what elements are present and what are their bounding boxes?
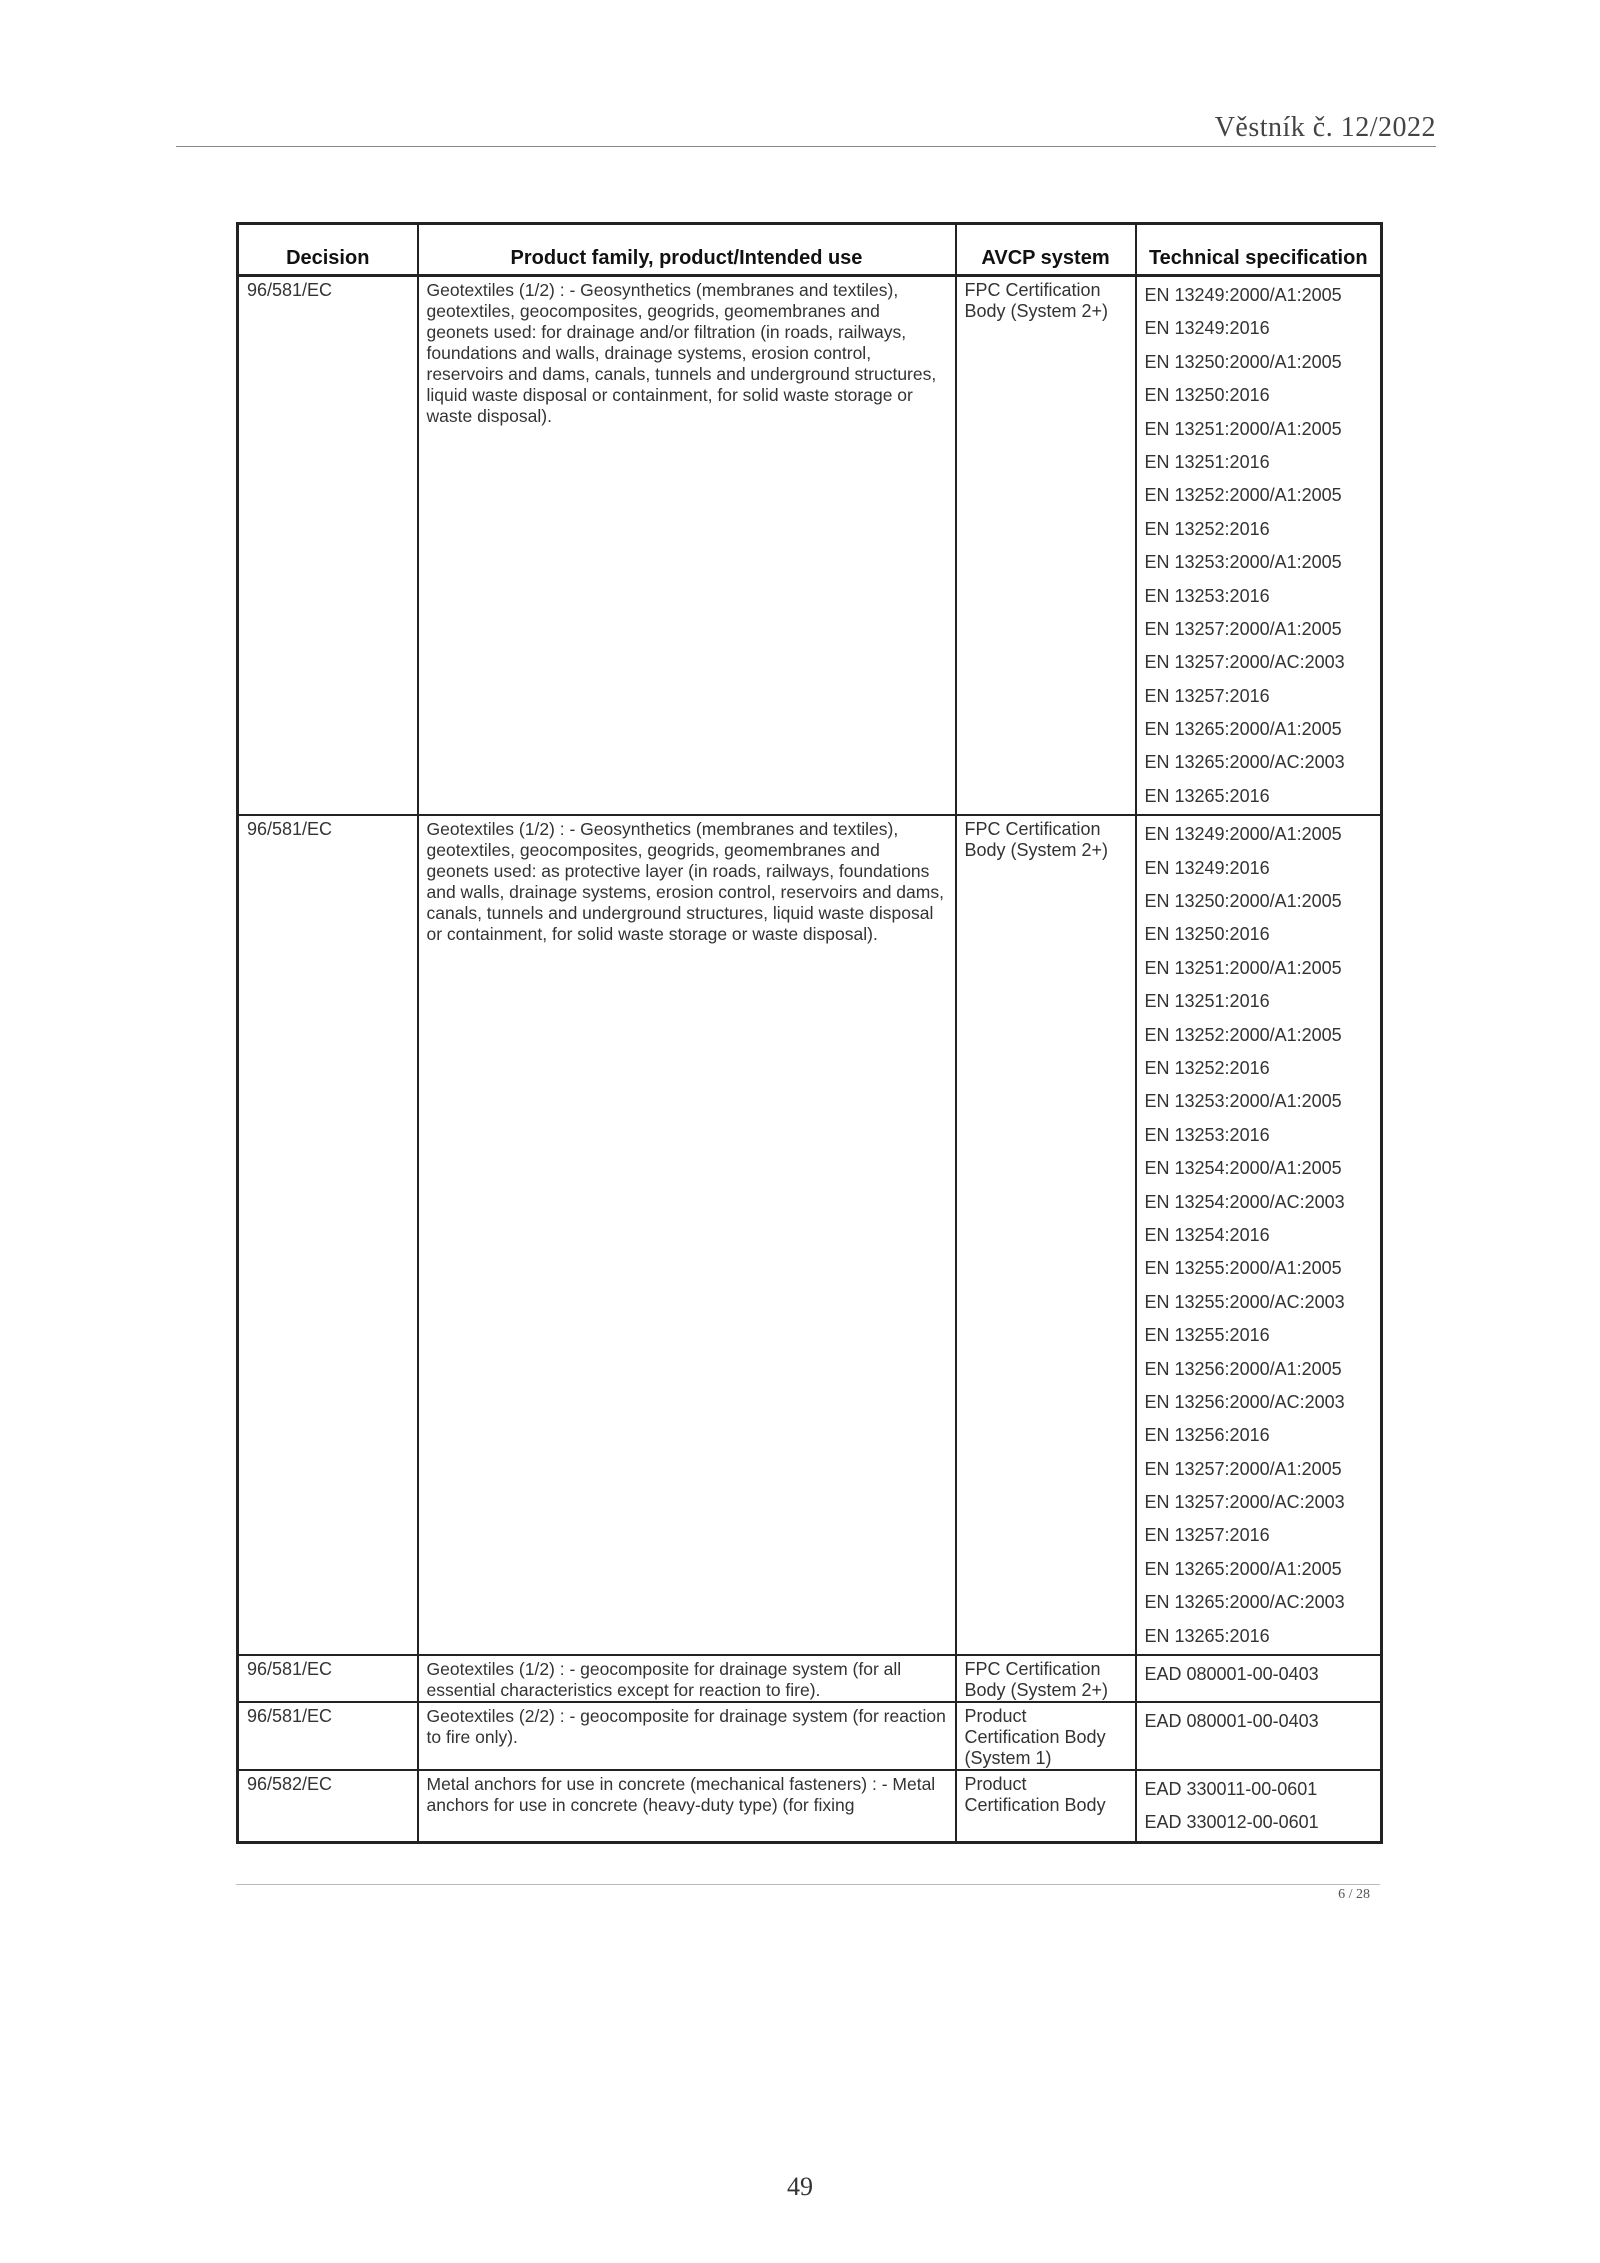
decision-cell: 96/581/EC bbox=[238, 276, 418, 816]
table-row bbox=[238, 1655, 1382, 1702]
spec-entry: EN 13265:2000/A1:2005 bbox=[1144, 1558, 1342, 1579]
spec-entry: EN 13253:2000/A1:2005 bbox=[1144, 1091, 1342, 1112]
decision-cell: 96/582/EC bbox=[238, 1770, 418, 1842]
spec-entry: EN 13251:2000/A1:2005 bbox=[1144, 957, 1342, 978]
table-header-row bbox=[238, 224, 1382, 276]
spec-entry: EN 13252:2016 bbox=[1144, 518, 1270, 539]
avcp-cell: FPC Certification Body (System 2+) bbox=[956, 815, 1136, 1655]
table-row bbox=[238, 276, 1382, 816]
decisions-table bbox=[236, 222, 1383, 1844]
spec-entry: EN 13257:2000/A1:2005 bbox=[1144, 1458, 1342, 1479]
spec-cell bbox=[1136, 1770, 1382, 1842]
avcp-cell: FPC Certification Body (System 2+) bbox=[956, 1655, 1136, 1702]
avcp-cell: FPC Certification Body (System 2+) bbox=[956, 276, 1136, 816]
spec-entry: EN 13250:2000/A1:2005 bbox=[1144, 891, 1342, 912]
product-cell: Geotextiles (1/2) : - geocomposite for drainage system (for all essential characteristics except for reaction to fire). bbox=[418, 1655, 956, 1702]
spec-entry: EN 13252:2016 bbox=[1144, 1057, 1270, 1078]
spec-entry: EN 13256:2016 bbox=[1144, 1425, 1270, 1446]
table-row bbox=[238, 1770, 1382, 1842]
avcp-cell: Product Certification Body (System 1) bbox=[956, 1702, 1136, 1770]
spec-entry: EN 13249:2000/A1:2005 bbox=[1144, 285, 1342, 305]
spec-entry: EN 13257:2000/A1:2005 bbox=[1144, 618, 1342, 639]
spec-cell bbox=[1136, 276, 1382, 816]
spec-entry: EN 13249:2016 bbox=[1144, 318, 1270, 339]
column-header-spec: Technical specification bbox=[1136, 224, 1382, 276]
spec-entry: EN 13265:2000/A1:2005 bbox=[1144, 719, 1342, 740]
spec-entry: EN 13252:2000/A1:2005 bbox=[1144, 485, 1342, 506]
spec-cell bbox=[1136, 1702, 1382, 1770]
column-header-product: Product family, product/Intended use bbox=[418, 224, 956, 276]
spec-entry: EN 13250:2016 bbox=[1144, 924, 1270, 945]
table-body bbox=[238, 276, 1382, 1843]
avcp-cell: Product Certification Body bbox=[956, 1770, 1136, 1842]
spec-entry: EN 13255:2016 bbox=[1144, 1325, 1270, 1346]
header-rule bbox=[176, 146, 1436, 147]
product-cell: Geotextiles (1/2) : - Geosynthetics (membranes and textiles), geotextiles, geocomposites, geogrids, geomembranes and geonets used: for drainage and/or filtration (in roads, railways, foundations and walls, drainage systems, erosion control, reservoirs and dams, canals, tunnels and underground structures, liquid waste disposal or containment, for solid waste storage or waste disposal). bbox=[418, 276, 956, 816]
spec-entry: EAD 080001-00-0403 bbox=[1144, 1711, 1319, 1732]
spec-entry: EN 13265:2016 bbox=[1144, 1625, 1270, 1646]
product-cell: Geotextiles (2/2) : - geocomposite for drainage system (for reaction to fire only). bbox=[418, 1702, 956, 1770]
spec-entry: EN 13257:2016 bbox=[1144, 1525, 1270, 1546]
spec-entry: EN 13253:2016 bbox=[1144, 585, 1270, 606]
spec-entry: EN 13254:2000/AC:2003 bbox=[1144, 1191, 1345, 1212]
spec-entry: EAD 330012-00-0601 bbox=[1144, 1812, 1319, 1833]
spec-entry: EN 13257:2016 bbox=[1144, 685, 1270, 706]
spec-entry: EN 13265:2016 bbox=[1144, 785, 1270, 806]
spec-entry: EN 13250:2016 bbox=[1144, 385, 1270, 406]
spec-entry: EN 13265:2000/AC:2003 bbox=[1144, 1592, 1345, 1613]
spec-entry: EN 13255:2000/A1:2005 bbox=[1144, 1258, 1342, 1279]
decision-cell: 96/581/EC bbox=[238, 815, 418, 1655]
journal-header: Věstník č. 12/2022 bbox=[1214, 112, 1436, 143]
spec-entry: EN 13251:2000/A1:2005 bbox=[1144, 418, 1342, 439]
table-row bbox=[238, 815, 1382, 1655]
footer-rule bbox=[236, 1884, 1380, 1885]
page-counter: 6 / 28 bbox=[1338, 1887, 1370, 1902]
spec-entry: EN 13250:2000/A1:2005 bbox=[1144, 351, 1342, 372]
spec-entry: EN 13253:2000/A1:2005 bbox=[1144, 552, 1342, 573]
spec-entry: EN 13252:2000/A1:2005 bbox=[1144, 1024, 1342, 1045]
spec-entry: EN 13251:2016 bbox=[1144, 451, 1270, 472]
spec-entry: EN 13254:2000/A1:2005 bbox=[1144, 1158, 1342, 1179]
spec-cell bbox=[1136, 815, 1382, 1655]
page-number: 49 bbox=[787, 2172, 813, 2201]
spec-cell bbox=[1136, 1655, 1382, 1702]
spec-entry: EN 13257:2000/AC:2003 bbox=[1144, 1492, 1345, 1513]
spec-entry: EN 13265:2000/AC:2003 bbox=[1144, 752, 1345, 773]
table-row bbox=[238, 1702, 1382, 1770]
product-cell: Geotextiles (1/2) : - Geosynthetics (membranes and textiles), geotextiles, geocomposites, geogrids, geomembranes and geonets used: as protective layer (in roads, railways, foundations and walls, drainage systems, erosion control, reservoirs and dams, canals, tunnels and underground structures, liquid waste disposal or containment, for solid waste storage or waste disposal). bbox=[418, 815, 956, 1655]
spec-entry: EN 13255:2000/AC:2003 bbox=[1144, 1291, 1345, 1312]
spec-entry: EN 13251:2016 bbox=[1144, 991, 1270, 1012]
spec-entry: EN 13249:2016 bbox=[1144, 857, 1270, 878]
spec-entry: EN 13256:2000/AC:2003 bbox=[1144, 1391, 1345, 1412]
decision-cell: 96/581/EC bbox=[238, 1655, 418, 1702]
product-cell: Metal anchors for use in concrete (mechanical fasteners) : - Metal anchors for use in concrete (heavy-duty type) (for fixing bbox=[418, 1770, 956, 1842]
spec-entry: EAD 330011-00-0601 bbox=[1144, 1779, 1318, 1800]
column-header-decision: Decision bbox=[238, 224, 418, 276]
column-header-avcp: AVCP system bbox=[956, 224, 1136, 276]
spec-entry: EN 13254:2016 bbox=[1144, 1224, 1270, 1245]
decision-cell: 96/581/EC bbox=[238, 1702, 418, 1770]
spec-entry: EN 13257:2000/AC:2003 bbox=[1144, 652, 1345, 673]
spec-entry: EN 13253:2016 bbox=[1144, 1124, 1270, 1145]
spec-entry: EN 13249:2000/A1:2005 bbox=[1144, 824, 1342, 845]
spec-entry: EN 13256:2000/A1:2005 bbox=[1144, 1358, 1342, 1379]
spec-entry: EAD 080001-00-0403 bbox=[1144, 1664, 1319, 1685]
